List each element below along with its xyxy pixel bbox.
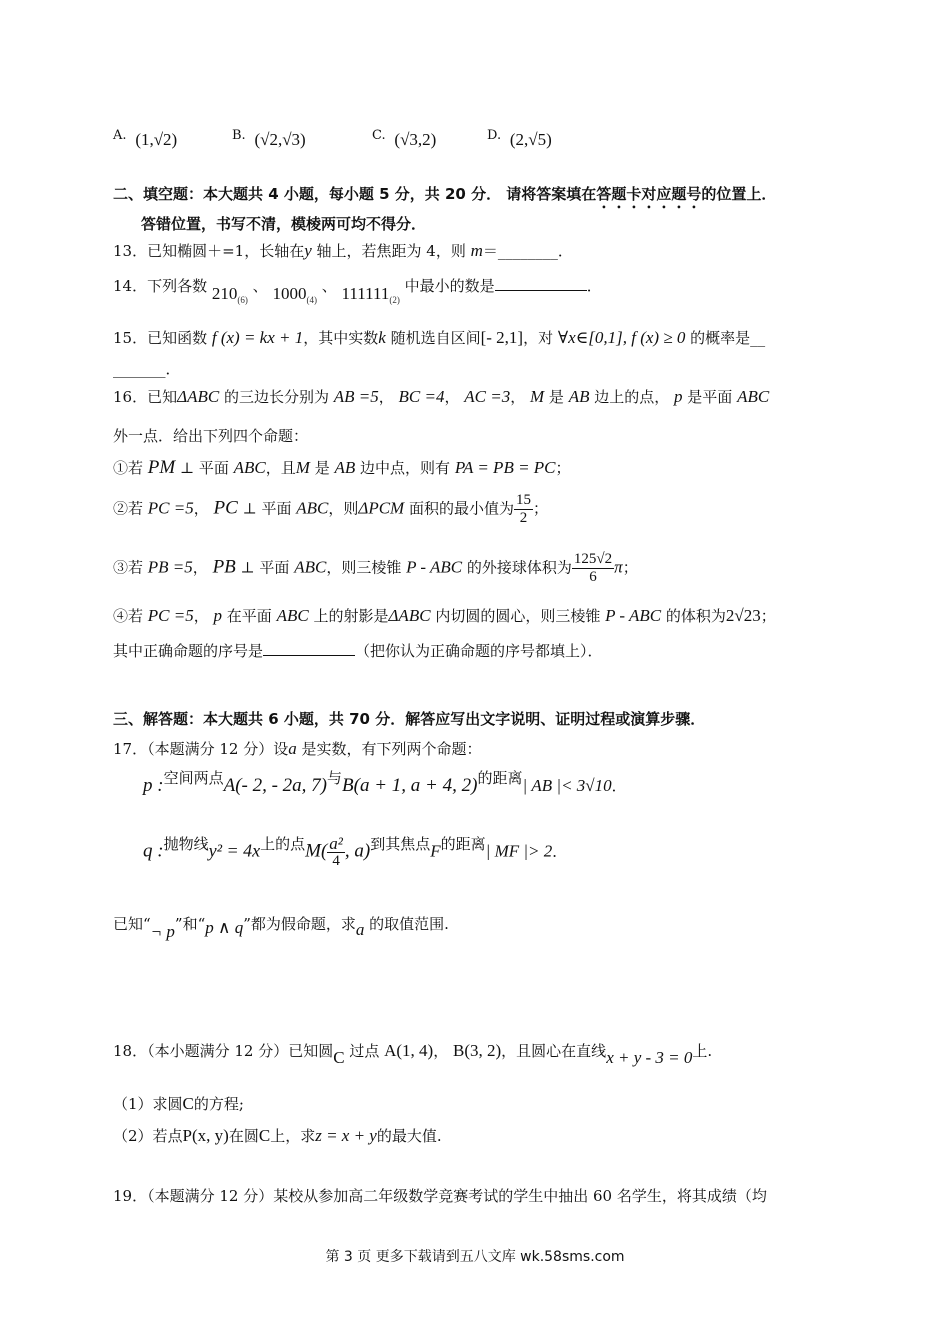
question-16-line1: 16．已知ΔABC 的三边长分别为 AB =5， BC =4， AC =3， M 是 AB 边上的点， p 是平面 ABC [113,387,770,406]
question-14: 14．下列各数 $210_{(6)}$ 、 $1000_{(4)}$ 、 $111111_{(2)}$ 中最小的数是 ． [113,277,602,305]
proposition-1: ①若 PM ⊥ 平面 ABC，且M 是 AB 边中点，则有 PA = PB = PC； [113,457,571,478]
option-d [487,130,552,150]
question-17-last: 已知“¬ p”和“p ∧ q”都为假命题，求a 的取值范围. [113,915,449,941]
option-c-value: (√3,2) [394,130,437,149]
section2-heading [113,183,776,212]
question-16-line2: 外一点．给出下列四个命题： [113,427,309,445]
number-1000: $1000_{(4)}$ [272,284,317,305]
option-a [113,130,177,150]
question-15-line2: _______． [113,360,181,378]
option-d-value: (2,√5) [509,130,552,149]
option-a-letter: A. [113,128,127,143]
number-210: $210_{(6)}$ [211,284,248,305]
question-16-answer-line: 其中正确命题的序号是 （把你认为正确命题的序号都填上）． [113,642,603,660]
page-footer: 第 3 页 更多下载请到五八文库 wk.58sms.com [325,1249,625,1265]
number-111111: $111111_{(2)}$ [341,284,400,305]
question-19: 19．（本题满分 12 分）某校从参加高二年级数学竞赛考试的学生中抽出 60 名学生，将其成绩（均 [113,1187,767,1205]
proposition-p: p :空间两点A(- 2, - 2a, 7)与B(a + 1, a + 4, 2)的距离| AB |< 3√10． [143,769,627,796]
section2-heading-part2: 的位置上． [701,185,777,203]
fraction-125sqrt2-6: $\frac{125√2}{6}$ [573,551,613,585]
proposition-q: q :抛物线y² = 4x上的点M( $\frac{\text{a²}}{4}$ , a)到其焦点F的距离| MF |> 2． [143,834,568,869]
question-13: 13．已知椭圆＋=1，长轴在y 轴上，若焦距为 4，则 m＝________． [113,241,573,260]
answer-blank-16 [263,641,355,656]
section3-heading: 三、解答题：本大题共 6 小题，共 70 分．解答应写出文字说明、证明过程或演算步骤． [113,710,706,728]
question-15: 15．已知函数 f (x) = kx + 1，其中实数k 随机选自区间[- 2,1]，对 ∀x∈[0,1], f (x) ≥ 0 的概率是__ [113,328,766,347]
fraction-a2-4: $\frac{\text{a²}}{4}$ [329,834,343,869]
section2-heading-emphasis: 答题卡对应题号 [596,185,702,203]
question-18-line1: 18．（本小题满分 12 分）已知圆C 过点 A(1, 4)， B(3, 2)，且圆心在直线x + y - 3 = 0上. [113,1041,713,1067]
option-c [372,130,436,150]
section2-heading-line2: 答错位置，书写不清，模棱两可均不得分． [141,215,427,233]
option-b-value: (√2,√3) [254,130,306,149]
option-d-letter: D. [487,128,502,143]
option-b [232,130,306,150]
fraction-15-2: $\frac{15}{2}$ [516,492,531,526]
option-a-value: (1,√2) [135,130,178,149]
answer-blank-14 [495,276,587,291]
option-c-letter: C. [372,128,386,143]
proposition-2: ②若 PC =5， PC ⊥ 平面 ABC，则ΔPCM 面积的最小值为 $\frac{15}{2}$ ； [113,492,549,526]
proposition-4: ④若 PC =5， p 在平面 ABC 上的射影是ΔABC 内切圆的圆心，则三棱锥 P - ABC 的体积为2√23； [113,606,776,625]
option-b-letter: B. [232,128,246,143]
proposition-3: ③若 PB =5， PB ⊥ 平面 ABC，则三棱锥 P - ABC 的外接球体积为 $\frac{125√2}{6}$ π； [113,551,638,585]
question-17-line1: 17．（本题满分 12 分）设a 是实数，有下列两个命题： [113,739,482,758]
question-18-sub1: （1）求圆C的方程; [113,1094,244,1113]
section2-heading-part1: 二、填空题：本大题共 4 小题，每小题 5 分，共 20 分． 请将答案填在 [113,185,597,203]
question-18-sub2: （2）若点P(x, y)在圆C上，求z = x + y的最大值. [113,1126,442,1145]
